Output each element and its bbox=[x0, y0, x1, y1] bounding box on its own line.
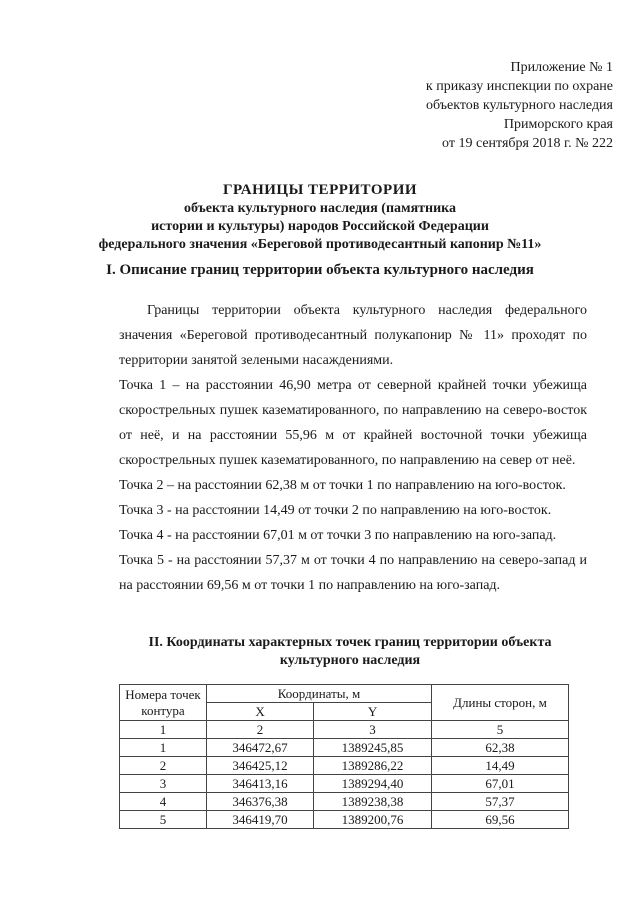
header-coordinates: Координаты, м bbox=[207, 685, 432, 703]
point-paragraph: Точка 1 – на расстоянии 46,90 метра от северной крайней точки убежища скорострельных пушек казематированного, по направлению на северо-восток от неё, и на расстоянии 55,96 м от крайней восточной точки убежища скорострельных пушек казематированного, по направлению на север от неё. bbox=[119, 378, 587, 468]
title-line: объекта культурного наследия (памятника bbox=[183, 201, 457, 216]
annex-line: Приморского края bbox=[503, 117, 613, 132]
table-cell: 346425,12 bbox=[207, 757, 314, 775]
section2-heading bbox=[90, 634, 610, 670]
table-row bbox=[120, 757, 569, 775]
table-row bbox=[120, 811, 569, 829]
point-paragraph: Точка 4 - на расстоянии 67,01 м от точки 3 по направлению на юго-запад. bbox=[119, 528, 557, 543]
table-cell: 4 bbox=[120, 793, 207, 811]
point-paragraph: Точка 3 - на расстоянии 14,49 от точки 2 по направлению на юго-восток. bbox=[119, 503, 552, 518]
table-cell: 5 bbox=[432, 721, 569, 739]
header-point-number: Номера точек контура bbox=[120, 685, 207, 721]
title-line: федерального значения «Береговой противодесантный капонир №11» bbox=[98, 237, 542, 252]
table-cell: 67,01 bbox=[432, 775, 569, 793]
table-cell: 1389245,85 bbox=[314, 739, 432, 757]
title-line: истории и культуры) народов Российской Федерации bbox=[151, 219, 489, 234]
header-y: Y bbox=[314, 703, 432, 721]
table-index-row bbox=[120, 721, 569, 739]
title-main: ГРАНИЦЫ ТЕРРИТОРИИ bbox=[222, 182, 418, 198]
header-x: X bbox=[207, 703, 314, 721]
boundary-description bbox=[119, 298, 587, 598]
table-cell: 346419,70 bbox=[207, 811, 314, 829]
point-paragraph: Точка 2 – на расстоянии 62,38 м от точки 1 по направлению на юго-восток. bbox=[119, 478, 566, 493]
document-title bbox=[60, 180, 580, 254]
annex-line: от 19 сентября 2018 г. № 222 bbox=[442, 136, 613, 151]
point-paragraph: Точка 5 - на расстоянии 57,37 м от точки 4 по направлению на северо-запад и на расстоянии 69,56 м от точки 1 по направлению на юго-запад. bbox=[119, 553, 587, 593]
table-cell: 14,49 bbox=[432, 757, 569, 775]
table-cell: 3 bbox=[120, 775, 207, 793]
table-cell: 1 bbox=[120, 739, 207, 757]
table-row bbox=[120, 793, 569, 811]
table-cell: 5 bbox=[120, 811, 207, 829]
table-row bbox=[120, 739, 569, 757]
annex-line: к приказу инспекции по охране bbox=[425, 79, 613, 94]
coordinates-table bbox=[119, 684, 569, 829]
table-cell: 346413,16 bbox=[207, 775, 314, 793]
table-cell: 62,38 bbox=[432, 739, 569, 757]
table-row bbox=[120, 775, 569, 793]
section1-heading: I. Описание границ территории объекта культурного наследия bbox=[106, 262, 534, 278]
annex-line: Приложение № 1 bbox=[510, 60, 613, 75]
table-cell: 346376,38 bbox=[207, 793, 314, 811]
intro-paragraph: Границы территории объекта культурного наследия федерального значения «Береговой противодесантный полукапонир № 11» проходят по территории занятой зелеными насаждениями. bbox=[119, 303, 587, 368]
table-cell: 1389238,38 bbox=[314, 793, 432, 811]
section2-heading-line: культурного наследия bbox=[279, 653, 421, 668]
table-cell: 57,37 bbox=[432, 793, 569, 811]
table-cell: 1389286,22 bbox=[314, 757, 432, 775]
header-side-length: Длины сторон, м bbox=[432, 685, 569, 721]
table-cell: 2 bbox=[120, 757, 207, 775]
table-cell: 1389200,76 bbox=[314, 811, 432, 829]
table-cell: 3 bbox=[314, 721, 432, 739]
table-cell: 346472,67 bbox=[207, 739, 314, 757]
table-cell: 69,56 bbox=[432, 811, 569, 829]
section2-heading-line: II. Координаты характерных точек границ территории объекта bbox=[148, 635, 552, 650]
table-cell: 1 bbox=[120, 721, 207, 739]
annex-line: объектов культурного наследия bbox=[425, 98, 613, 113]
table-cell: 1389294,40 bbox=[314, 775, 432, 793]
annex-block bbox=[293, 58, 613, 153]
table-cell: 2 bbox=[207, 721, 314, 739]
